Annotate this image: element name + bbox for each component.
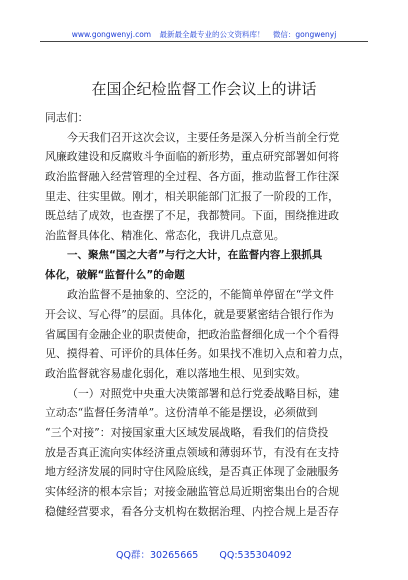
- paragraph-line: 立动态“监督任务清单”。这份清单不能是摆设，必须做到: [45, 406, 318, 420]
- qq-link[interactable]: QQ:535304092: [219, 550, 292, 561]
- paragraph-line: 地方经济发展的同时守住风险底线，是否真正体现了金融服务: [45, 465, 340, 479]
- paragraph-line: 风廉政建设和反腐败斗争面临的新形势，重点研究部署如何将: [45, 150, 340, 164]
- qq-group-link[interactable]: QQ群：30265665: [116, 550, 199, 561]
- paragraph-line: 治监督具体化、精准化、常态化，我讲几点意见。: [45, 229, 285, 243]
- header-divider: [40, 41, 368, 42]
- paragraph-line: “三个对接”：对接国家重大区域发展战略，看我们的信贷投: [45, 426, 329, 439]
- section-heading: 一、聚焦“国之大者”与行之大计，在监督内容上狠抓具: [67, 248, 323, 261]
- paragraph-line: 放是否真正流向实体经济重点领域和薄弱环节，有没有在支持: [45, 445, 340, 459]
- paragraph-line: 政治监督就容易虚化弱化，难以落地生根、见到实效。: [45, 366, 307, 380]
- paragraph-line: 省属国有金融企业的职责使命，把政治监督细化成一个个看得: [45, 327, 340, 341]
- document-body: [45, 108, 365, 521]
- document-title: 在国企纪检监督工作会议上的讲话: [91, 80, 317, 98]
- header-slogan: 最新最全最专业的公文资料库！: [159, 30, 265, 39]
- section-heading: 体化，破解“监督什么”的命题: [45, 268, 185, 281]
- site-url-link[interactable]: www.gongwenyj.com: [71, 30, 152, 39]
- paragraph-line: 政治监督不是抽象的、空泛的，不能简单停留在“学文件: [67, 288, 334, 302]
- paragraph-line: 见、摸得着、可评价的具体任务。如果找不准切入点和着力点，: [45, 347, 350, 361]
- paragraph-line: 既总结了成效，也查摆了不足，我都赞同。下面，围绕推进政: [45, 209, 340, 223]
- subsection-line: （一）对照党中央重大决策部署和总行党委战略目标，建: [67, 386, 340, 400]
- page-footer: [0, 547, 408, 561]
- paragraph-line: 今天我们召开这次会议，主要任务是深入分析当前全行党: [67, 130, 340, 144]
- paragraph-line: 稳健经营要求，看各分支机构在数据治理、内控合规上是否存: [45, 504, 340, 518]
- paragraph-line: 实体经济的根本宗旨；对接金融监管总局近期密集出台的合规: [45, 485, 340, 499]
- paragraph-line: 里走、往实里做。刚才，相关职能部门汇报了一阶段的工作，: [45, 189, 340, 203]
- paragraph-line: 政治监督融入经营管理的全过程、各方面，推动监督工作往深: [45, 170, 340, 184]
- page-header: [0, 29, 408, 40]
- header-wechat: 微信：gongwenyj: [272, 30, 337, 39]
- paragraph-line: 开会议、写心得”的层面。具体化，就是要紧密结合银行作为: [45, 307, 334, 321]
- salutation: 同志们：: [45, 111, 89, 124]
